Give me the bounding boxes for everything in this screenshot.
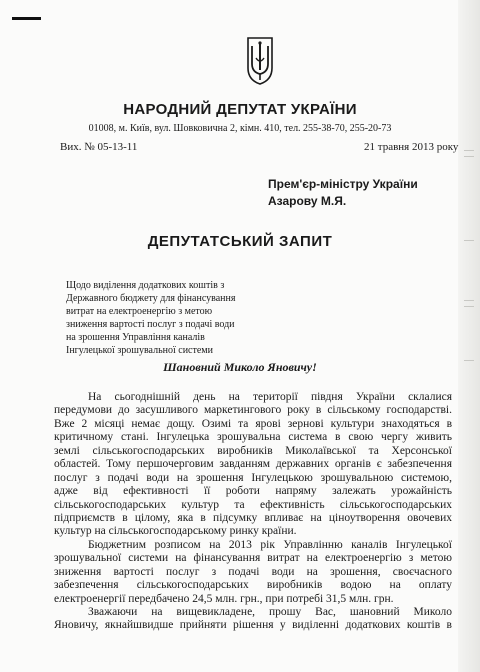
subject-line: Щодо виділення додаткових коштів з [66,280,225,291]
body-line: критичному стані. Інгулецька зрошувальна система в свою чергу живить [54,431,452,444]
body-line: Вже 2 місяці немає дощу. Озимі та ярові зернові культури знаходяться в [54,417,452,430]
subject-line: Державного бюджету для фінансування [66,293,236,304]
body-line: Яновичу, якнайшвидше прийняти рішення у виділенні додаткових коштів в [54,619,452,632]
salutation: Шановний Миколо Яновичу! [163,360,317,374]
body-line: зрошувальної системи на фінансування витрат на електроенергію з метою [54,552,452,565]
subject-block [66,279,235,357]
body-line: адже від ефективності її роботи напряму залежать урожайність [54,485,452,498]
trident-emblem-icon [246,36,274,86]
body-line: На сьогоднішній день на території півдня України склалися [88,391,452,403]
subject-line: зниження вартості послуг з подачі води [66,319,235,330]
addressee-position: Прем'єр-міністру України [268,177,418,191]
body-line: електроенергії передбачено 24,5 млн. грн., при потребі 31,5 млн. грн. [54,592,394,605]
body-line: землі сільськогосподарських виробників Миколаївської та Херсонської [54,444,452,457]
body-line: послуг з подачі води на зрошення Інгулецькою зрошувальною системою, [54,471,452,484]
org-title: НАРОДНИЙ ДЕПУТАТ УКРАЇНИ [123,101,357,118]
body-line: Зважаючи на вищевикладене, прошу Вас, шановний Миколо [88,606,452,618]
org-address: 01008, м. Київ, вул. Шовковична 2, кімн. 410, тел. 255-38-70, 255-20-73 [88,123,392,134]
body-line: передумови до засушливого маркетингового року в сільському господарстві. [54,404,452,417]
document-date: 21 травня 2013 року [364,141,459,153]
body-line: сільськогосподарських культур та ефективність сільськогосподарських [54,498,452,511]
addressee-block [268,176,418,210]
subject-line: Інгулецької зрошувальної системи [66,345,213,356]
subject-line: витрат на електроенергію з метою [66,306,213,317]
body-line: підприємств в цілому, яка в підсумку впливає на ціноутворення овочевих [54,511,452,524]
body-line: забезпечення сільськогосподарських виробників водою на оплату [54,579,452,592]
document-title: ДЕПУТАТСЬКИЙ ЗАПИТ [147,233,333,250]
margin-dash-mark [12,17,41,20]
body-line: Бюджетним розписом на 2013 рік Управлінню каналів Інгулецької [88,538,452,551]
outgoing-ref-number: Вих. № 05-13-11 [60,141,138,153]
body-line: зниження вартості послуг з подачі води на зрошення, своєчасного [54,565,452,578]
body-line: областей. Тому першочерговим завданням державних органів є забезпечення [54,458,452,471]
body-line: культур на сільськогосподарському ринку країни. [54,525,297,538]
subject-line: на зрошення Управління каналів [66,332,205,343]
addressee-name: Азарову М.Я. [268,194,347,208]
letter-body [54,391,452,633]
